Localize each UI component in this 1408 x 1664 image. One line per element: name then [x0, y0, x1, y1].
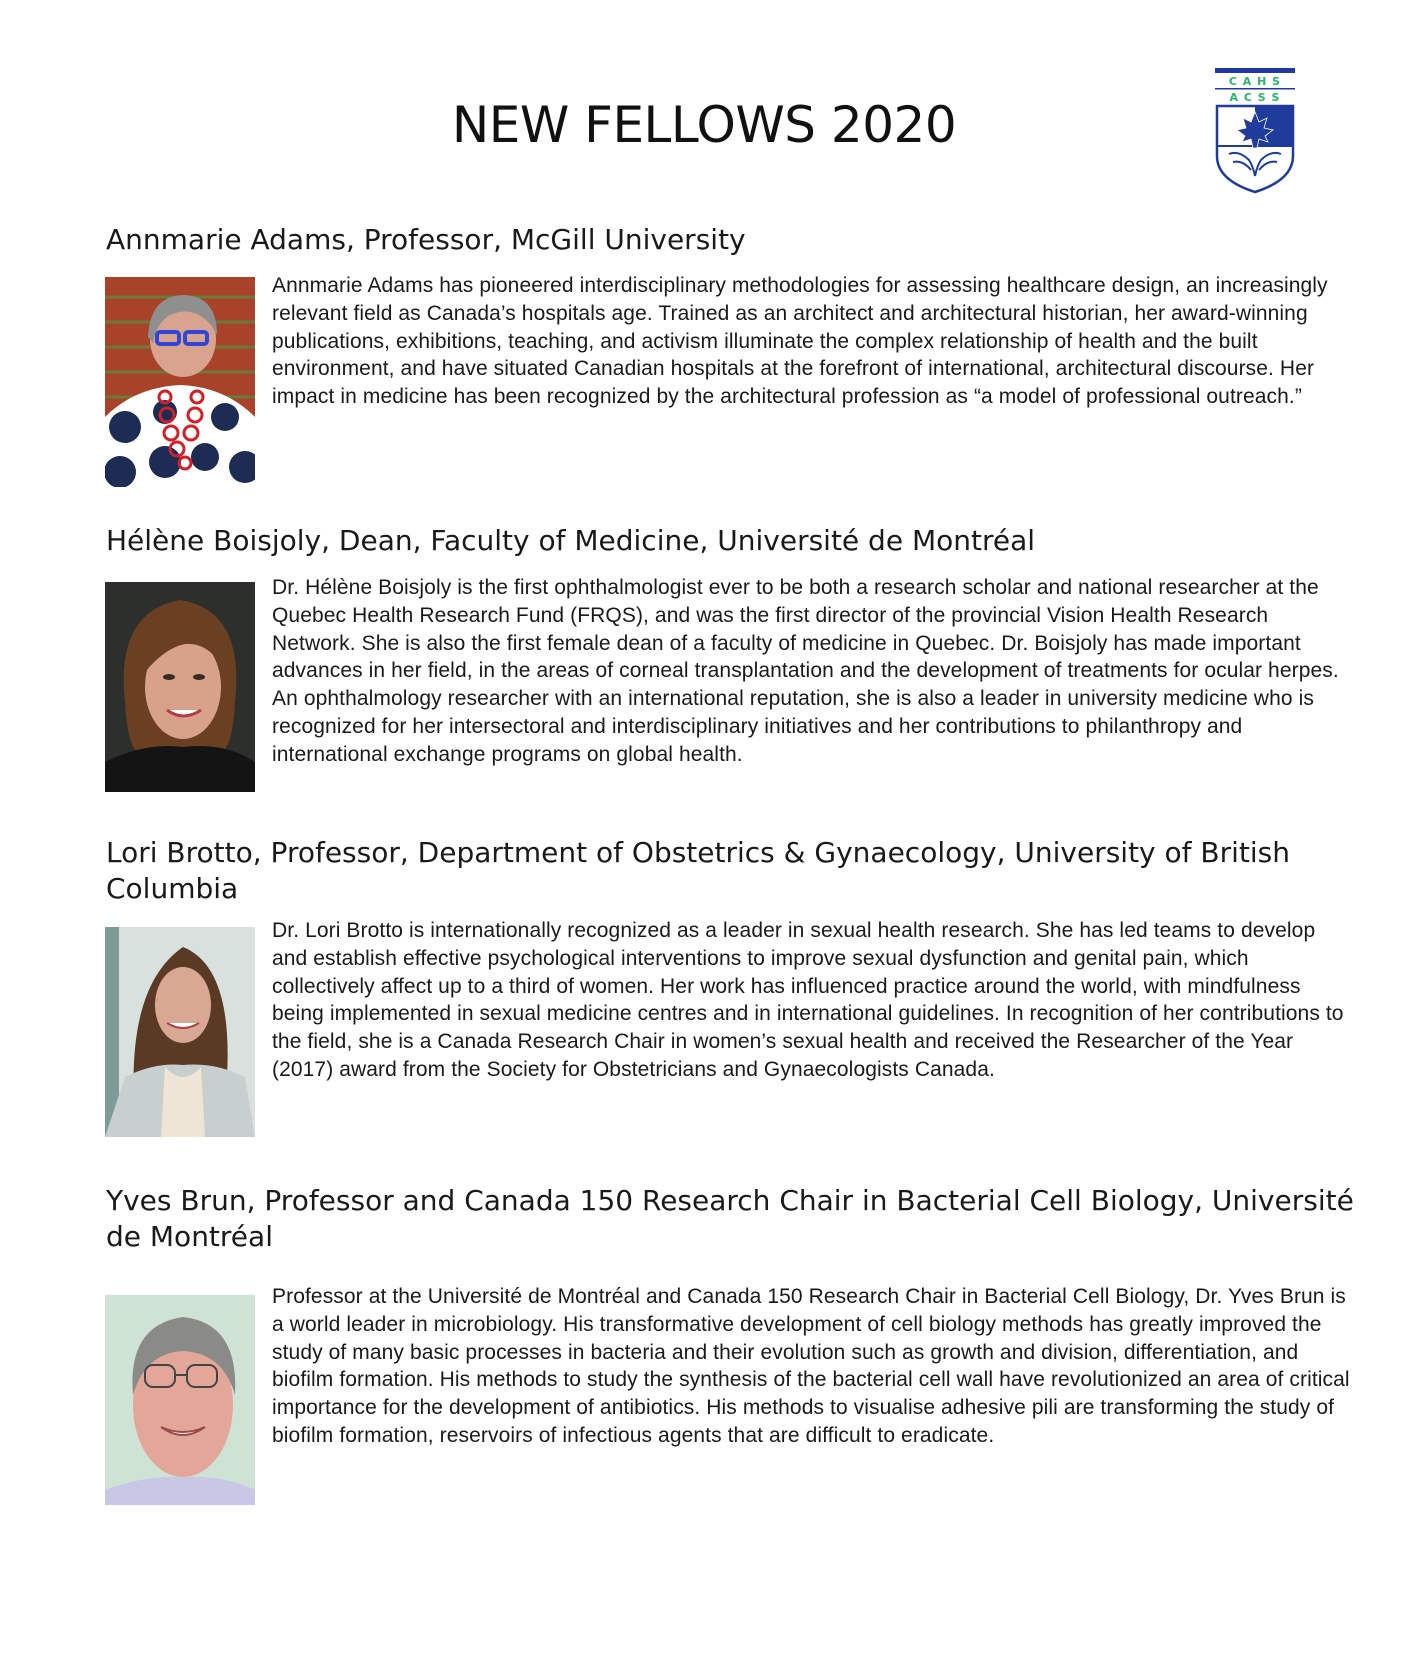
- fellow-bio: Dr. Hélène Boisjoly is the first ophthalmologist ever to be both a research scholar and national researcher at the Quebec Health Research Fund (FRQS), and was the first director of the provincial Vision Health Research Network. She is also the first female dean of a faculty of medicine in Quebec. Dr. Boisjoly has made important advances in her field, in the areas of corneal transplantation and the development of treatments for ocular herpes. An ophthalmology researcher with an international reputation, she is also a leader in university medicine who is recognized for her intersectoral and interdisciplinary initiatives and her contributions to philanthropy and international exchange programs on global health.: [272, 576, 1339, 766]
- logo-line2: A C S S: [1229, 91, 1281, 104]
- fellow-name: Annmarie Adams, Professor, McGill University: [106, 223, 746, 256]
- fellow-photo: [105, 277, 255, 487]
- fellow-name: Hélène Boisjoly, Dean, Faculty of Medicine, Université de Montréal: [106, 524, 1036, 557]
- fellow-photo: [105, 927, 255, 1137]
- cahs-logo: [1215, 68, 1295, 194]
- fellow-photo: [105, 582, 255, 792]
- fellow-bio: Annmarie Adams has pioneered interdisciplinary methodologies for assessing healthcare design, an increasingly relevant field as Canada’s hospitals age. Trained as an architect and architectural historian, her award-winning publications, exhibitions, teaching, and activism illuminate the complex relationship of health and the built environment, and have situated Canadian hospitals at the forefront of international, architectural discourse. Her impact in medicine has been recognized by the architectural profession as “a model of professional outreach.”: [272, 274, 1328, 409]
- fellow-name: Yves Brun, Professor and Canada 150 Research Chair in Bacterial Cell Biology, Université de Montréal: [106, 1184, 1354, 1253]
- fellow-name: Lori Brotto, Professor, Department of Obstetrics & Gynaecology, University of British Columbia: [106, 836, 1290, 905]
- page-title: NEW FELLOWS 2020: [451, 96, 957, 154]
- fellow-bio: Dr. Lori Brotto is internationally recognized as a leader in sexual health research. She has led teams to develop and establish effective psychological interventions to improve sexual dysfunction and genital pain, which collectively affect up to a third of women. Her work has influenced practice around the world, with mindfulness being implemented in sexual medicine centres and in international guidelines. In recognition of her contributions to the field, she is a Canada Research Chair in women’s sexual health and received the Researcher of the Year (2017) award from the Society for Obstetricians and Gynaecologists Canada.: [272, 919, 1344, 1081]
- logo-line1: C A H S: [1228, 75, 1282, 88]
- cahs-shield-icon: [1215, 68, 1295, 194]
- fellow-bio: Professor at the Université de Montréal and Canada 150 Research Chair in Bacterial Cell Biology, Dr. Yves Brun is a world leader in microbiology. His transformative development of cell biology methods has greatly improved the study of many basic processes in bacteria and their evolution such as growth and division, differentiation, and biofilm formation. His methods to study the synthesis of the bacterial cell wall have revolutionized an area of critical importance for the development of antibiotics. His methods to visualise adhesive pili are transforming the study of biofilm formation, reservoirs of infectious agents that are difficult to eradicate.: [272, 1285, 1350, 1447]
- fellow-photo: [105, 1295, 255, 1505]
